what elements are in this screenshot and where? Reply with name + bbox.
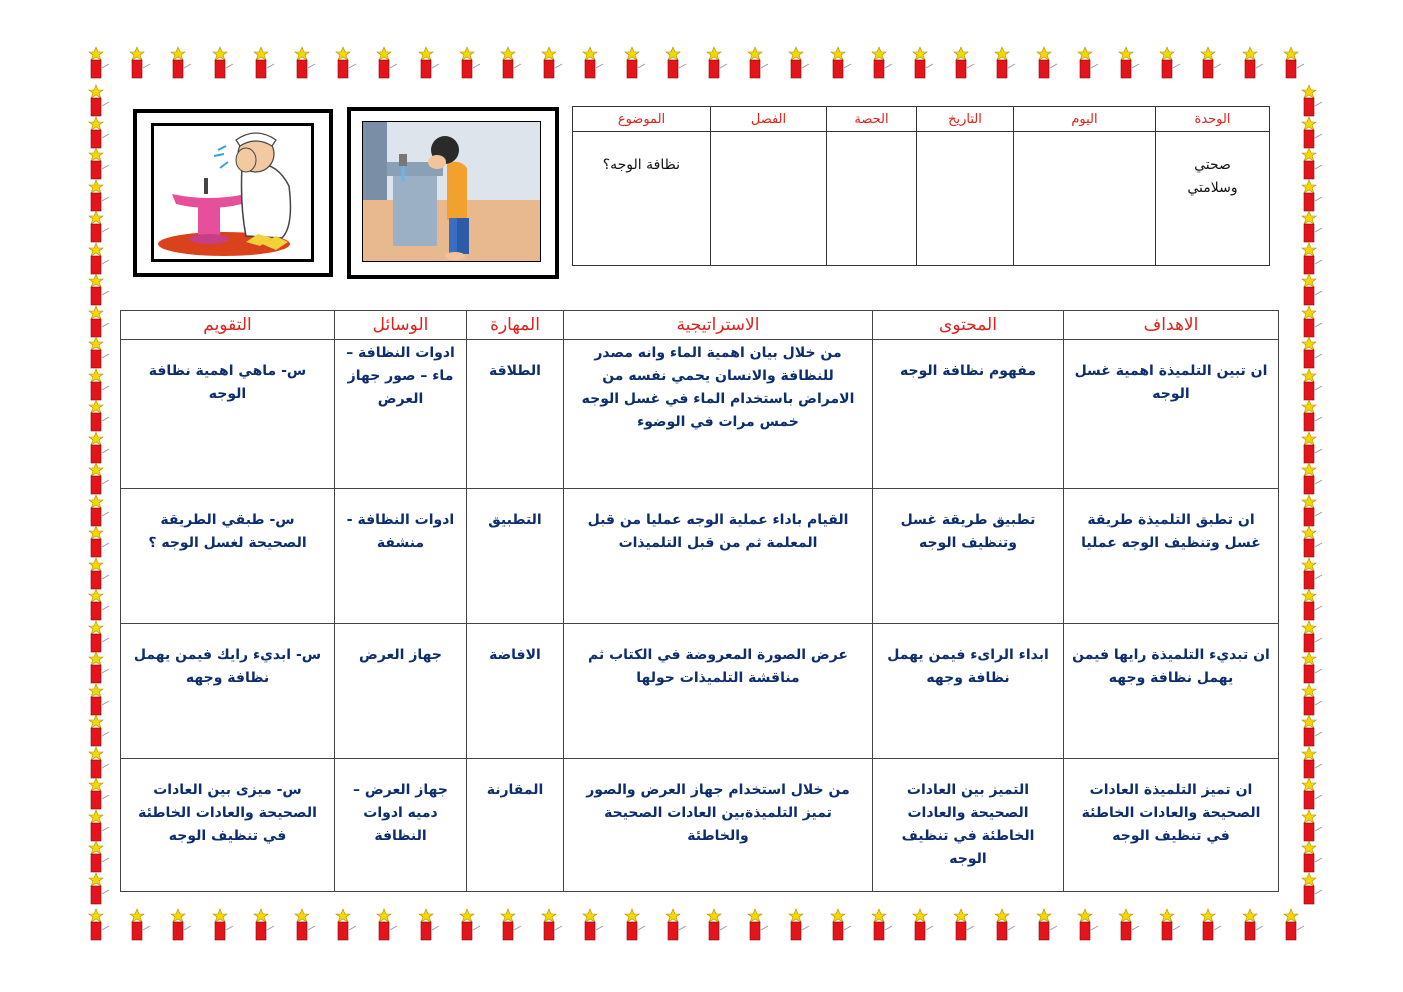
- candle-decoration: [87, 273, 111, 307]
- header-goals: الاهداف: [1064, 311, 1279, 340]
- tools-cell: ادوات النظافة – ماء – صور جهاز العرض: [335, 340, 467, 489]
- info-header-unit: الوحدة: [1156, 107, 1270, 132]
- evaluation-cell: س- ابديء رايك فيمن يهمل نظافة وجهه: [121, 624, 335, 759]
- candle-decoration: [1158, 908, 1182, 942]
- evaluation-cell: س- طبقي الطريقة الصحيحة لغسل الوجه ؟: [121, 489, 335, 624]
- candle-decoration: [1300, 116, 1324, 150]
- strategy-cell: عرض الصورة المعروضة في الكتاب ثم مناقشة التلميذات حولها: [564, 624, 873, 759]
- strategy-cell: من خلال بيان اهمية الماء وانه مصدر للنظافة والانسان يحمي نفسه من الامراض باستخدام الماء في غسل الوجه خمس مرات في الوضوء: [564, 340, 873, 489]
- candle-decoration: [87, 462, 111, 496]
- info-header-subject: الموضوع: [573, 107, 711, 132]
- candle-decoration: [1241, 46, 1265, 80]
- candle-decoration: [1300, 431, 1324, 465]
- candle-decoration: [1300, 840, 1324, 874]
- candle-decoration: [375, 46, 399, 80]
- candle-decoration: [1300, 273, 1324, 307]
- candle-decoration: [1282, 46, 1306, 80]
- candle-decoration: [1117, 908, 1141, 942]
- candle-decoration: [1035, 46, 1059, 80]
- candle-decoration: [87, 46, 111, 80]
- goal-cell: ان تميز التلميذة العادات الصحيحة والعادات الخاطئة في تنظيف الوجه: [1064, 759, 1279, 892]
- candle-decoration: [1300, 179, 1324, 213]
- info-header-date: التاريخ: [917, 107, 1014, 132]
- goal-cell: ان تطبق التلميذة طريقة غسل وتنظيف الوجه عمليا: [1064, 489, 1279, 624]
- candle-decoration: [746, 46, 770, 80]
- info-header-row: [573, 107, 1270, 132]
- candle-decoration: [1300, 242, 1324, 276]
- header-skill: المهارة: [467, 311, 564, 340]
- header-tools: الوسائل: [335, 311, 467, 340]
- candle-decoration: [87, 651, 111, 685]
- info-value-day: [1014, 132, 1156, 266]
- candle-decoration: [1300, 809, 1324, 843]
- candle-decoration: [1199, 908, 1223, 942]
- candle-decoration: [664, 908, 688, 942]
- candle-decoration: [1300, 147, 1324, 181]
- candle-decoration: [375, 908, 399, 942]
- candle-decoration: [87, 147, 111, 181]
- skill-cell: التطبيق: [467, 489, 564, 624]
- info-value-date: [917, 132, 1014, 266]
- tools-cell: ادوات النظافة - منشفة: [335, 489, 467, 624]
- candle-decoration: [87, 746, 111, 780]
- candle-decoration: [128, 908, 152, 942]
- strategy-cell: من خلال استخدام جهاز العرض والصور تميز التلميذةبين العادات الصحيحة والخاطئة: [564, 759, 873, 892]
- candle-decoration: [252, 46, 276, 80]
- skill-cell: الطلاقة: [467, 340, 564, 489]
- candle-decoration: [87, 179, 111, 213]
- evaluation-cell: س- ميزى بين العادات الصحيحة والعادات الخاطئة في تنظيف الوجه: [121, 759, 335, 892]
- candle-decoration: [87, 714, 111, 748]
- candle-decoration: [1300, 525, 1324, 559]
- candle-decoration: [746, 908, 770, 942]
- skill-cell: المقارنة: [467, 759, 564, 892]
- candle-decoration: [829, 46, 853, 80]
- candle-decoration: [87, 557, 111, 591]
- header-content: المحتوى: [873, 311, 1064, 340]
- candle-decoration: [87, 210, 111, 244]
- candle-decoration: [87, 620, 111, 654]
- picture-frame-boy: [347, 107, 559, 279]
- candle-decoration: [581, 908, 605, 942]
- candle-decoration: [87, 872, 111, 906]
- goal-cell: ان تبين التلميذة اهمية غسل الوجه: [1064, 340, 1279, 489]
- info-header-day: اليوم: [1014, 107, 1156, 132]
- lesson-header-row: [121, 311, 1279, 340]
- candle-decoration: [417, 908, 441, 942]
- candle-decoration: [87, 431, 111, 465]
- candle-decoration: [87, 588, 111, 622]
- candle-decoration: [911, 908, 935, 942]
- info-header-period: الحصة: [827, 107, 917, 132]
- content-cell: مفهوم نظافة الوجه: [873, 340, 1064, 489]
- candle-decoration: [1282, 908, 1306, 942]
- candle-decoration: [211, 46, 235, 80]
- candle-decoration: [952, 908, 976, 942]
- candle-decoration: [1300, 210, 1324, 244]
- lesson-plan-table: [120, 310, 1279, 892]
- candle-decoration: [664, 46, 688, 80]
- candle-decoration: [169, 908, 193, 942]
- candle-decoration: [128, 46, 152, 80]
- candle-decoration: [1076, 46, 1100, 80]
- candle-decoration: [870, 908, 894, 942]
- candle-decoration: [87, 840, 111, 874]
- candle-decoration: [87, 336, 111, 370]
- candle-decoration: [1300, 399, 1324, 433]
- man-washing-face-image: [154, 126, 311, 259]
- candle-decoration: [1300, 683, 1324, 717]
- candle-decoration: [87, 908, 111, 942]
- candle-decoration: [1300, 462, 1324, 496]
- candle-decoration: [1300, 368, 1324, 402]
- picture-frame-man: [133, 109, 333, 277]
- info-value-class: [711, 132, 827, 266]
- candle-decoration: [540, 908, 564, 942]
- candle-decoration: [1300, 746, 1324, 780]
- boy-washing-face-image: [363, 122, 540, 261]
- candle-decoration: [829, 908, 853, 942]
- candle-decoration: [499, 908, 523, 942]
- candle-decoration: [334, 46, 358, 80]
- candle-decoration: [1117, 46, 1141, 80]
- candle-decoration: [211, 908, 235, 942]
- candle-decoration: [993, 908, 1017, 942]
- candle-decoration: [1300, 305, 1324, 339]
- candle-decoration: [623, 46, 647, 80]
- strategy-cell: القيام باداء عملية الوجه عمليا من قبل المعلمة ثم من قبل التلميذات: [564, 489, 873, 624]
- candle-decoration: [540, 46, 564, 80]
- candle-decoration: [169, 46, 193, 80]
- candle-decoration: [458, 908, 482, 942]
- candle-decoration: [1300, 620, 1324, 654]
- candle-decoration: [1158, 46, 1182, 80]
- candle-decoration: [87, 525, 111, 559]
- candle-decoration: [293, 908, 317, 942]
- candle-decoration: [1300, 84, 1324, 118]
- candle-decoration: [1076, 908, 1100, 942]
- candle-decoration: [87, 399, 111, 433]
- candle-decoration: [787, 908, 811, 942]
- candle-decoration: [623, 908, 647, 942]
- candle-decoration: [1199, 46, 1223, 80]
- candle-decoration: [252, 908, 276, 942]
- candle-decoration: [87, 683, 111, 717]
- tools-cell: جهاز العرض: [335, 624, 467, 759]
- candle-decoration: [87, 494, 111, 528]
- header-evaluation: التقويم: [121, 311, 335, 340]
- lesson-info-table: [572, 106, 1270, 266]
- candle-decoration: [458, 46, 482, 80]
- candle-decoration: [499, 46, 523, 80]
- candle-decoration: [417, 46, 441, 80]
- lesson-row: [121, 759, 1279, 892]
- candle-decoration: [87, 84, 111, 118]
- candle-decoration: [911, 46, 935, 80]
- candle-decoration: [87, 809, 111, 843]
- candle-decoration: [1241, 908, 1265, 942]
- candle-decoration: [1300, 336, 1324, 370]
- candle-decoration: [993, 46, 1017, 80]
- candle-decoration: [1300, 494, 1324, 528]
- goal-cell: ان تبديء التلميذة رايها فيمن يهمل نظافة وجهه: [1064, 624, 1279, 759]
- info-value-period: [827, 132, 917, 266]
- candle-decoration: [1300, 557, 1324, 591]
- candle-decoration: [87, 305, 111, 339]
- candle-decoration: [1300, 651, 1324, 685]
- info-value-unit: صحتي وسلامتي: [1156, 132, 1270, 266]
- lesson-row: [121, 340, 1279, 489]
- candle-decoration: [1300, 588, 1324, 622]
- candle-decoration: [705, 46, 729, 80]
- candle-decoration: [334, 908, 358, 942]
- tools-cell: جهاز العرض – دميه ادوات النظافة: [335, 759, 467, 892]
- candle-decoration: [705, 908, 729, 942]
- candle-decoration: [87, 242, 111, 276]
- lesson-row: [121, 624, 1279, 759]
- info-values-row: [573, 132, 1270, 266]
- content-cell: ابداء الراىء فيمن يهمل نظافة وجهه: [873, 624, 1064, 759]
- candle-decoration: [952, 46, 976, 80]
- header-strategy: الاستراتيجية: [564, 311, 873, 340]
- candle-decoration: [293, 46, 317, 80]
- candle-decoration: [870, 46, 894, 80]
- candle-decoration: [1300, 714, 1324, 748]
- candle-decoration: [581, 46, 605, 80]
- candle-decoration: [1300, 872, 1324, 906]
- content-cell: التميز بين العادات الصحيحة والعادات الخاطئة في تنظيف الوجه: [873, 759, 1064, 892]
- candle-decoration: [1035, 908, 1059, 942]
- candle-decoration: [87, 368, 111, 402]
- content-cell: تطبيق طريقة غسل وتنظيف الوجه: [873, 489, 1064, 624]
- candle-decoration: [787, 46, 811, 80]
- lesson-row: [121, 489, 1279, 624]
- candle-decoration: [87, 777, 111, 811]
- candle-decoration: [87, 116, 111, 150]
- info-header-class: الفصل: [711, 107, 827, 132]
- info-value-subject: نظافة الوجه؟: [573, 132, 711, 266]
- skill-cell: الافاضة: [467, 624, 564, 759]
- candle-decoration: [1300, 777, 1324, 811]
- evaluation-cell: س- ماهي اهمية نظافة الوجه: [121, 340, 335, 489]
